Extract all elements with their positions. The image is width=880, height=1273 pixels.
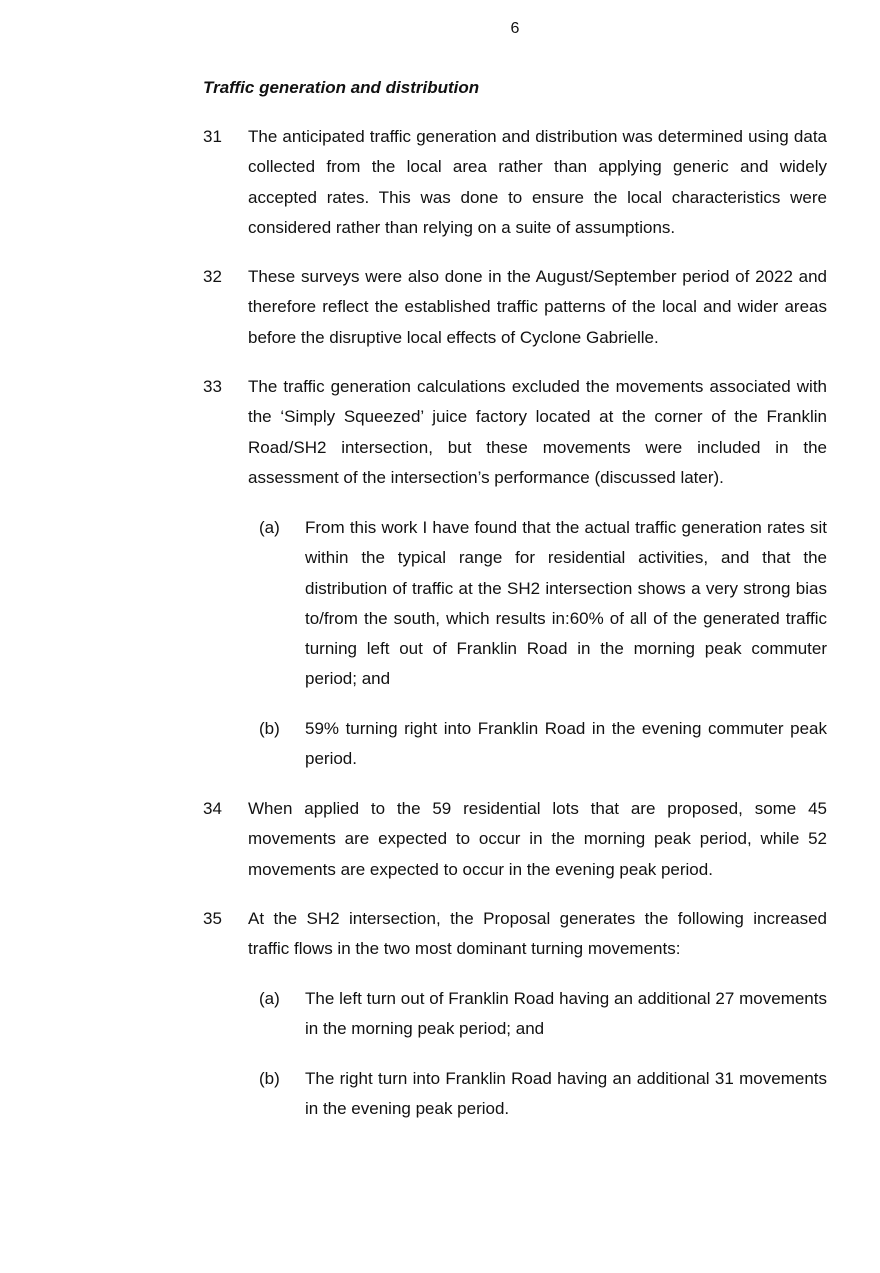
paragraph-text: The traffic generation calculations excluded the movements associated with the ‘Simply Squeezed’ juice factory located at the corner of the Franklin Road/SH2 intersection, but these movements were included in the assessment of the intersection’s performance (discussed later). — [248, 377, 827, 487]
paragraph-number: 34 — [203, 799, 222, 818]
subparagraph-label: (b) — [259, 1069, 280, 1088]
subparagraph-text: 59% turning right into Franklin Road in the evening commuter peak period. — [305, 719, 827, 769]
page-number: 6 — [510, 20, 520, 37]
paragraph-number: 31 — [203, 127, 222, 146]
paragraph-text: At the SH2 intersection, the Proposal generates the following increased traffic flows in the two most dominant turning movements: — [248, 909, 827, 959]
subparagraph-text: The left turn out of Franklin Road having an additional 27 movements in the morning peak period; and — [305, 989, 827, 1039]
section-heading: Traffic generation and distribution — [203, 78, 480, 97]
subparagraph-text: The right turn into Franklin Road having an additional 31 movements in the evening peak period. — [305, 1069, 827, 1119]
paragraph-text: When applied to the 59 residential lots that are proposed, some 45 movements are expected to occur in the morning peak period, while 52 movements are expected to occur in the evening peak period. — [248, 799, 827, 879]
paragraph-number: 35 — [203, 909, 222, 928]
subparagraph-text: From this work I have found that the actual traffic generation rates sit within the typical range for residential activities, and that the distribution of traffic at the SH2 intersection shows a very strong bias to/from the south, which results in:60% of all of the generated traffic turning left out of Franklin Road in the morning peak commuter period; and — [305, 518, 827, 689]
paragraph-text: These surveys were also done in the August/September period of 2022 and therefore reflect the established traffic patterns of the local and wider areas before the disruptive local effects of Cyclone Gabrielle. — [248, 267, 827, 347]
subparagraph-label: (b) — [259, 719, 280, 738]
paragraph-text: The anticipated traffic generation and distribution was determined using data collected from the local area rather than applying generic and widely accepted rates. This was done to ensure the local characteristics were considered rather than relying on a suite of assumptions. — [248, 127, 827, 237]
paragraph-number: 32 — [203, 267, 222, 286]
paragraph-number: 33 — [203, 377, 222, 396]
subparagraph-label: (a) — [259, 989, 280, 1008]
subparagraph-label: (a) — [259, 518, 280, 537]
